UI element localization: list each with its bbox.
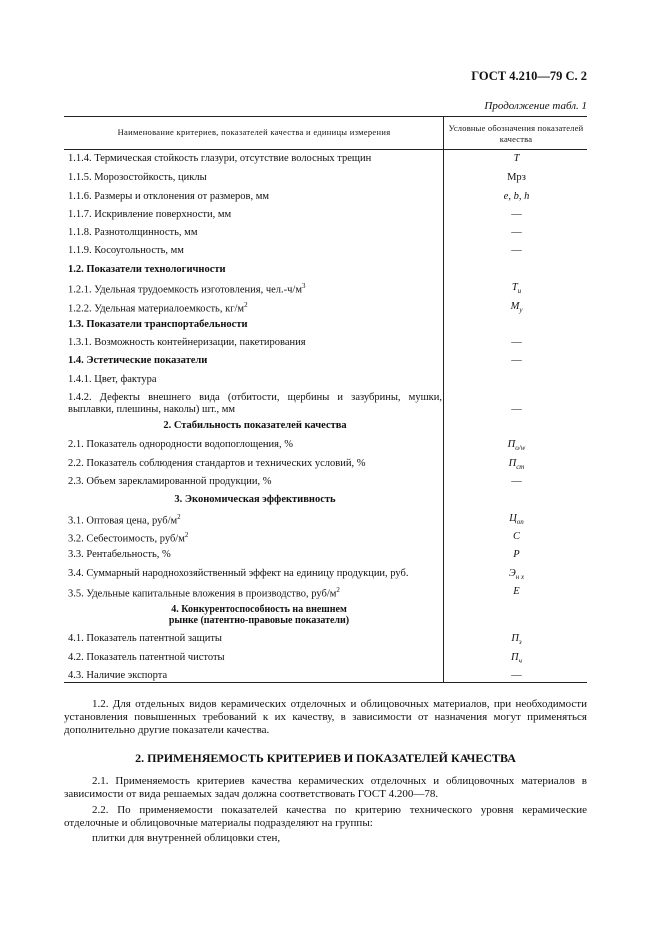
table-continuation-label: Продолжение табл. 1 xyxy=(484,100,587,112)
row-name: 1.1.8. Разнотолщинность, мм xyxy=(68,227,198,238)
table-column-divider xyxy=(443,116,444,682)
row-name: 1.1.6. Размеры и отклонения от размеров, мм xyxy=(68,191,270,202)
row-name: 1.3.1. Возможность контейнеризации, пакетирования xyxy=(68,337,306,348)
row-symbol: $П_ч$ xyxy=(511,652,522,666)
row-symbol: Мрз xyxy=(507,172,526,183)
row-name: 3.1. Оптовая цена, руб/$м^2$ xyxy=(68,513,181,527)
row-name: 2.2. Показатель соблюдения стандартов и технических условий, % xyxy=(68,458,366,469)
list-item-group: плитки для внутренней облицовки стен, xyxy=(92,832,281,844)
row-symbol: — xyxy=(511,670,522,681)
row-name: 4.3. Наличие экспорта xyxy=(68,670,168,681)
row-symbol: — xyxy=(511,245,522,256)
row-name: 3.4. Суммарный народнохозяйственный эффект на единицу продукции, руб. xyxy=(68,568,409,579)
table-top-border xyxy=(64,116,587,117)
row-name: 4.2. Показатель патентной чистоты xyxy=(68,652,225,663)
row-symbol: E xyxy=(513,586,520,597)
row-symbol: — xyxy=(511,476,522,487)
row-symbol: $M_у$ xyxy=(510,301,523,315)
row-symbol: е, b, h xyxy=(503,191,530,202)
table-bottom-border xyxy=(64,682,587,683)
row-symbol: $T_и$ xyxy=(511,282,522,296)
row-name: 4. Конкурентоспособность на внешнем рынке (патентно-правовые показатели) xyxy=(168,604,350,626)
row-symbol: — xyxy=(511,404,522,415)
row-name: 1.2.1. Удельная трудоемкость изготовления, $чел.-ч/м^3$ xyxy=(68,282,306,296)
row-symbol: $Ц_{оп}$ xyxy=(509,513,524,527)
row-name: 1.4.2. Дефекты внешнего вида (отбитости, щербины и зазубрины, мушки, выплавки, плешины, наколы) шт., мм xyxy=(68,392,442,415)
row-name: 2.3. Объем зарекламированной продукции, % xyxy=(68,476,272,487)
row-symbol: T xyxy=(513,153,520,164)
table-header-border xyxy=(64,149,587,150)
column-header-symbols: Условные обозначения показателей качества xyxy=(448,123,584,144)
row-name: 1.1.4. Термическая стойкость глазури, отсутствие волосных трещин xyxy=(68,153,372,164)
row-symbol: $П_{ст}$ xyxy=(508,458,525,472)
row-symbol: C xyxy=(512,531,520,542)
paragraph-2-2: 2.2. По применяемости показателей качества по критерию технического уровня керамические отделочные и облицовочные материалы подразделяют на группы: xyxy=(64,804,587,829)
column-header-criteria: Наименование критериев, показателей качества и единицы измерения xyxy=(117,127,391,137)
row-symbol: — xyxy=(511,209,522,220)
row-name: 3.2. Себестоимость, руб/$м^2$ xyxy=(68,531,189,545)
document-reference: ГОСТ 4.210—79 С. 2 xyxy=(471,69,587,83)
row-name: 1.1.9. Косоугольность, мм xyxy=(68,245,184,256)
row-name: 2. Стабильность показателей качества xyxy=(163,420,347,431)
row-symbol: $П_з$ xyxy=(511,633,522,647)
row-symbol: P xyxy=(513,549,520,560)
row-name: 1.2.2. Удельная материалоемкость, $кг/м^2$ xyxy=(68,301,248,315)
row-name: 3.5. Удельные капитальные вложения в производство, руб/$м^2$ xyxy=(68,586,340,600)
row-name: 3.3. Рентабельность, % xyxy=(68,549,171,560)
row-name: 3. Экономическая эффективность xyxy=(174,494,336,505)
row-name: 1.3. Показатели транспортабельности xyxy=(68,319,248,330)
section-2-title: 2. ПРИМЕНЯЕМОСТЬ КРИТЕРИЕВ И ПОКАЗАТЕЛЕЙ КАЧЕСТВА xyxy=(135,751,516,765)
row-symbol: $Э_{н х}$ xyxy=(508,568,525,582)
row-name: 1.1.5. Морозостойкость, циклы xyxy=(68,172,207,183)
row-name: 1.4.1. Цвет, фактура xyxy=(68,374,157,385)
row-symbol: — xyxy=(511,337,522,348)
row-name: 1.1.7. Искривление поверхности, мм xyxy=(68,209,232,220)
row-symbol: $П_{о/w}$ xyxy=(507,439,526,453)
row-symbol: — xyxy=(511,355,522,366)
paragraph-1-2: 1.2. Для отдельных видов керамических отделочных и облицовочных материалов, при необходимости установления повышенных требований к их качеству, в зависимости от назначения могут применяться дополнительно другие показатели качества. xyxy=(64,698,587,736)
row-name: 4.1. Показатель патентной защиты xyxy=(68,633,222,644)
row-name: 1.2. Показатели технологичности xyxy=(68,264,226,275)
row-symbol: — xyxy=(511,227,522,238)
paragraph-2-1: 2.1. Применяемость критериев качества керамических отделочных и облицовочных материалов в зависимости от вида решаемых задач должна соответствовать ГОСТ 4.200—78. xyxy=(64,775,587,800)
row-name: 2.1. Показатель однородности водопоглощения, % xyxy=(68,439,293,450)
row-name: 1.4. Эстетические показатели xyxy=(68,355,208,366)
